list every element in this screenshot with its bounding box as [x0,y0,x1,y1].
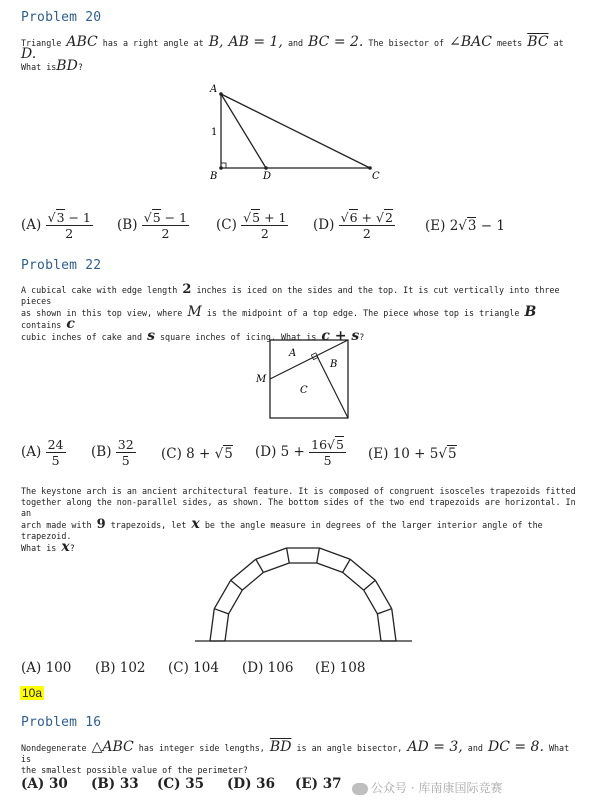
choice-a[interactable]: (A) $\frac{24}{5}$ [21,437,64,468]
arch-joint [231,580,243,590]
choice-d[interactable]: (D) 36 [227,776,275,792]
arch-trapezoid-side [263,563,289,572]
arch-trapezoid-side [375,580,391,608]
arch-joint [214,609,228,614]
arch-trapezoid-side [214,580,230,608]
arch-trapezoid-side [343,572,364,590]
problem-16-heading: Problem 16 [21,715,102,730]
choice-d[interactable]: (D) 5 + $\frac{16√5}{5}$ [255,437,344,468]
label-a: A [210,84,218,95]
wechat-icon [352,783,368,795]
choice-c[interactable]: (C) $\frac{√5 + 1}{2}$ [216,210,287,241]
problem-22-text: A cubical cake with edge length 2 inches is iced on the sides and the top. It is cut vertically into three pieces as shown in this top view, where M is the midpoint of a top edge. The piece whose top is triangle B contains c cubic inches of cake and s square inches of icing. What is c + s? [21,282,560,344]
choice-e[interactable]: (E) 2√3 − 1 [425,218,505,234]
arch-trapezoid-side [350,559,375,580]
choice-b[interactable]: (B) $\frac{32}{5}$ [91,437,134,468]
problem-16-text: Nondegenerate △ABC has integer side lengths, $\overline{BD}$ is an angle bisector, AD = 3, and DC = 8. What is the smallest possible value of the perimeter? [21,739,570,775]
arch-joint [317,548,320,563]
label-c: C [300,385,308,396]
arch-trapezoid-side [256,548,287,559]
arch-trapezoid-side [225,614,229,641]
arch-trapezoid-side [377,614,381,641]
arch-trapezoid-side [210,609,214,641]
arch-joint [377,609,391,614]
triangle-abc-figure [200,80,390,185]
choice-e[interactable]: (E) 37 [295,776,342,792]
choice-e[interactable]: (E) 108 [315,660,366,676]
arch-trapezoid-side [392,609,396,641]
choice-d[interactable]: (D) 106 [242,660,294,676]
contest-tag-highlight: 10a [22,686,43,700]
label-m: M [256,374,267,385]
choice-a[interactable]: (A) 30 [21,776,68,792]
cake-top-view-figure [252,335,362,420]
choice-c[interactable]: (C) 8 + √5 [161,446,233,462]
choice-b[interactable]: (B) 102 [95,660,146,676]
arch-trapezoid-side [229,590,243,614]
choice-a[interactable]: (A) 100 [21,660,72,676]
arch-joint [364,580,376,590]
label-side-ab: 1 [211,127,218,138]
arch-trapezoid-side [317,563,343,572]
problem-20-heading: Problem 20 [21,10,102,25]
label-b: B [210,171,218,182]
keystone-arch-figure [190,542,420,647]
choice-e[interactable]: (E) 10 + 5√5 [368,446,457,462]
label-c: C [372,171,380,182]
watermark: 公众号 · 库南康国际竞赛 [352,779,502,796]
choice-b[interactable]: (B) $\frac{√5 - 1}{2}$ [117,210,188,241]
choice-c[interactable]: (C) 35 [157,776,205,792]
arch-trapezoid-side [364,590,378,614]
arch-trapezoid-side [231,559,256,580]
arch-trapezoid-side [242,572,263,590]
choice-b[interactable]: (B) 33 [91,776,139,792]
arch-trapezoid-side [319,548,350,559]
problem-20-text: Triangle ABC has a right angle at B, AB = 1, and BC = 2. The bisector of ∠BAC meets $\overline{BC}$ at D. What isBD? [21,34,564,74]
keystone-problem-text: The keystone arch is an ancient architectural feature. It is composed of congruent isosceles trapezoids fitted together along the non-parallel sides, as shown. The bottom sides of the two end trapezoids are horizontal. In an arch made with 9 trapezoids, let x be the angle measure in degrees of the larger interior angle of the trapezoid. What is x? [21,486,576,555]
arch-joint [256,559,264,572]
arch-joint [287,548,290,563]
label-a: A [289,348,297,359]
choice-a[interactable]: (A) $\frac{√3 - 1}{2}$ [21,210,91,241]
choice-c[interactable]: (C) 104 [168,660,219,676]
label-d: D [263,171,272,182]
problem-22-heading: Problem 22 [21,258,102,273]
choice-d[interactable]: (D) $\frac{√6 + √2}{2}$ [313,210,393,241]
arch-joint [343,559,351,572]
label-b: B [330,359,338,370]
